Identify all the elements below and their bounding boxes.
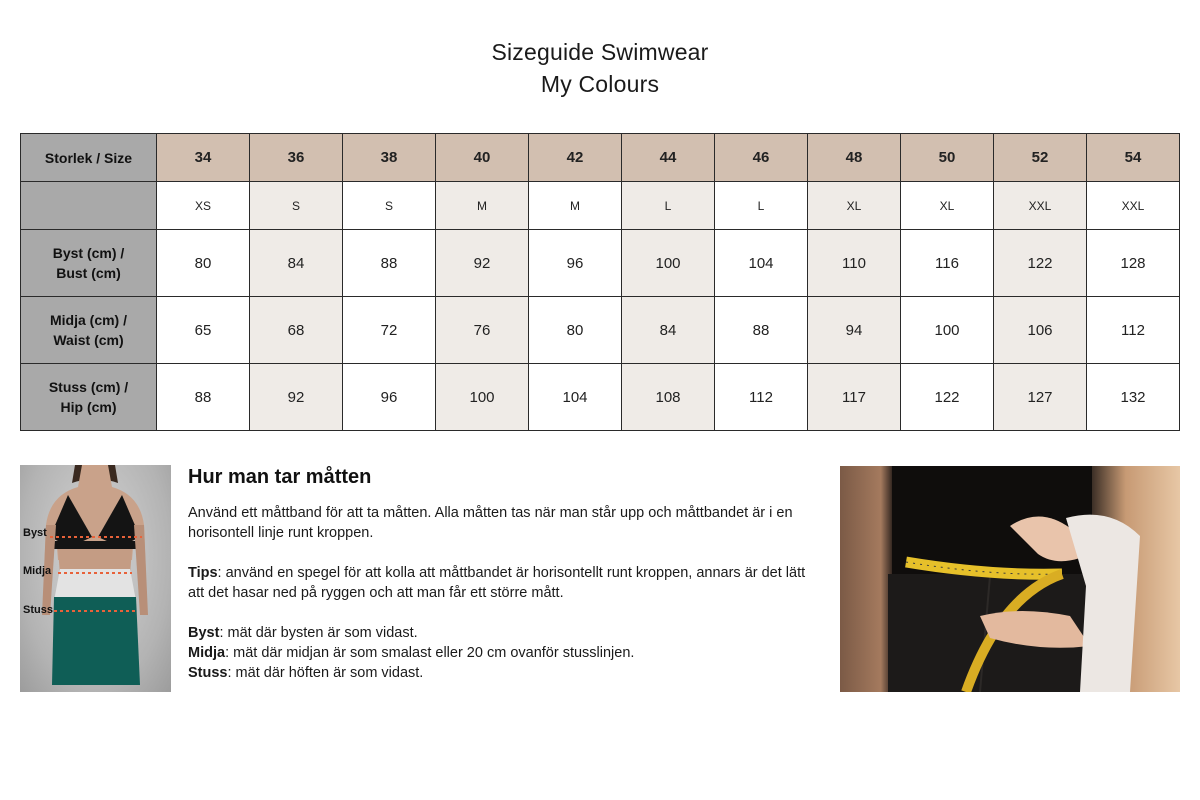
bust-instruction-text: : mät där bysten är som vidast. [219,625,418,641]
tips-paragraph [188,563,818,603]
waist-value-cell: 94 [808,297,901,364]
waist-header-cell [21,297,157,364]
bust-value-cell: 104 [715,230,808,297]
letter-size-cell: XXL [994,182,1087,230]
waist-value-cell: 76 [436,297,529,364]
size-cell: 36 [250,134,343,182]
size-cell: 40 [436,134,529,182]
hip-label-line-1: Stuss (cm) / [48,379,129,395]
page-title [0,36,1200,100]
waist-instruction [188,643,818,663]
hip-value-cell: 112 [715,364,808,431]
size-cell: 38 [343,134,436,182]
empty-header-cell [21,182,157,230]
hip-row [21,364,1180,431]
hip-value-cell: 117 [808,364,901,431]
size-row [21,134,1180,182]
title-line-1: Sizeguide Swimwear [491,39,709,65]
bust-value-cell: 100 [622,230,715,297]
bust-value-cell: 110 [808,230,901,297]
hip-label-line-2: Hip (cm) [60,399,117,415]
waist-instruction-label: Midja [188,645,226,661]
letter-size-cell: XL [808,182,901,230]
letter-size-cell: XXL [1087,182,1180,230]
letter-size-row [21,182,1180,230]
hip-marker-label: Stuss [23,604,53,616]
waist-instruction-text: : mät där midjan är som smalast eller 20 cm ovanför stusslinjen. [225,645,635,661]
hip-instruction [188,663,818,683]
waist-label-line-2: Waist (cm) [53,332,124,348]
waist-value-cell: 100 [901,297,994,364]
hip-value-cell: 132 [1087,364,1180,431]
size-cell: 52 [994,134,1087,182]
size-cell: 46 [715,134,808,182]
bust-value-cell: 88 [343,230,436,297]
size-cell: 50 [901,134,994,182]
hip-header-cell [21,364,157,431]
waist-value-cell: 112 [1087,297,1180,364]
hip-value-cell: 88 [157,364,250,431]
bust-value-cell: 96 [529,230,622,297]
bust-marker-label: Byst [23,527,47,539]
bust-value-cell: 122 [994,230,1087,297]
title-line-2: My Colours [540,71,660,97]
hip-value-cell: 92 [250,364,343,431]
waist-row [21,297,1180,364]
size-cell: 44 [622,134,715,182]
size-cell: 42 [529,134,622,182]
measurement-model-photo [20,465,171,692]
size-header-cell: Storlek / Size [21,134,157,182]
bust-value-cell: 84 [250,230,343,297]
letter-size-cell: M [436,182,529,230]
waist-value-cell: 65 [157,297,250,364]
letter-size-cell: M [529,182,622,230]
letter-size-cell: S [250,182,343,230]
hip-value-cell: 127 [994,364,1087,431]
bust-label-line-1: Byst (cm) / [52,245,125,261]
waist-value-cell: 80 [529,297,622,364]
model-illustration [20,465,171,692]
bust-label-line-2: Bust (cm) [56,265,121,281]
hip-value-cell: 96 [343,364,436,431]
bust-instruction [188,623,818,643]
bust-value-cell: 92 [436,230,529,297]
bust-value-cell: 80 [157,230,250,297]
size-table [20,133,1180,431]
waist-value-cell: 72 [343,297,436,364]
size-cell: 54 [1087,134,1180,182]
letter-size-cell: L [622,182,715,230]
tape-measure-photo [840,466,1180,692]
size-cell: 48 [808,134,901,182]
hip-value-cell: 108 [622,364,715,431]
bust-value-cell: 128 [1087,230,1180,297]
size-cell: 34 [157,134,250,182]
instructions-heading: Hur man tar måtten [188,466,372,488]
bust-header-cell [21,230,157,297]
tips-text: : använd en spegel för att kolla att måttbandet är horisontellt runt kroppen, annars är det lätt att det hasar ned på ryggen och att man får ett större mått. [188,565,806,601]
bust-row [21,230,1180,297]
waist-label-line-1: Midja (cm) / [49,312,127,328]
tips-label: Tips [188,565,218,581]
waist-value-cell: 106 [994,297,1087,364]
waist-value-cell: 68 [250,297,343,364]
waist-value-cell: 84 [622,297,715,364]
letter-size-cell: L [715,182,808,230]
hip-instruction-label: Stuss [188,665,228,681]
bust-value-cell: 116 [901,230,994,297]
letter-size-cell: XS [157,182,250,230]
tape-measure-illustration [840,466,1180,692]
hip-value-cell: 100 [436,364,529,431]
waist-marker-label: Midja [23,565,52,577]
bust-instruction-label: Byst [188,625,220,641]
hip-value-cell: 122 [901,364,994,431]
hip-instruction-text: : mät där höften är som vidast. [227,665,424,681]
letter-size-cell: S [343,182,436,230]
measuring-instructions [188,466,818,683]
hip-value-cell: 104 [529,364,622,431]
letter-size-cell: XL [901,182,994,230]
intro-paragraph: Använd ett måttband för att ta måtten. Alla måtten tas när man står upp och måttbandet är i en horisontell linje runt kroppen. [188,505,793,541]
waist-value-cell: 88 [715,297,808,364]
